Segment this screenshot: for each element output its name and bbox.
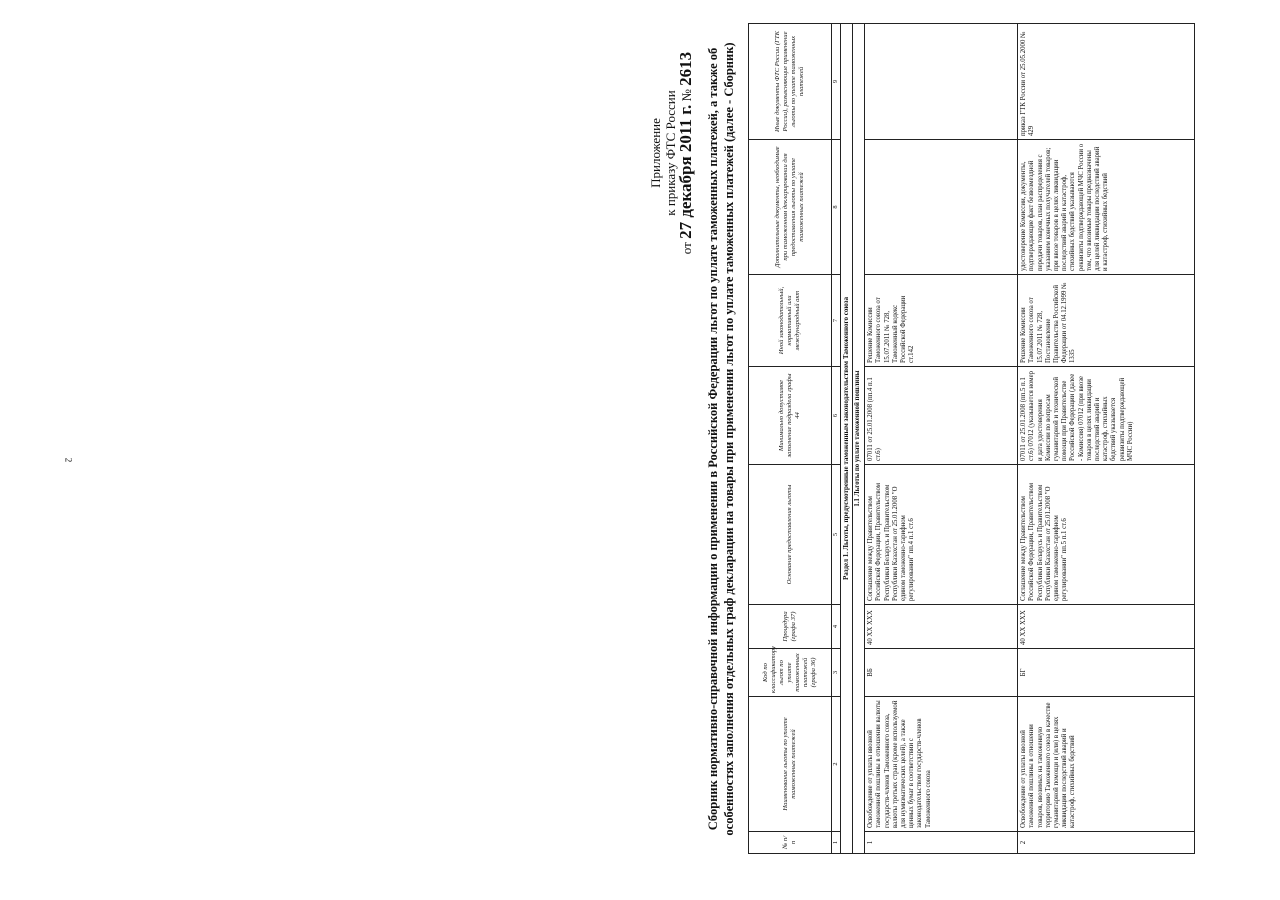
row-name: Освобождение от уплаты ввозной таможенной пошлины в отношении валюты государств-членов Таможенного союза, валюты третьих стран (кроме используемой для нумизматических целей), а также ценных бумаг в соответствии с законодательством государств-членов Таможенного союза [865,697,1018,832]
appendix-date-line [678,18,694,288]
subsection-title: 1.1 Льготы по уплате таможенной пошлины [853,24,865,854]
column-number: 2 [832,697,841,832]
row-procedure: 40 XX XXX [1018,605,1195,649]
column-number: 1 [832,832,841,854]
header-procedure: Процедура (графа 37) [749,605,832,649]
appendix-order: к приказу ФТС России [663,90,678,216]
rotated-page [640,10,1280,870]
header-basis: Основание предоставления льготы [749,465,832,605]
row-docs: удостоверение Комиссии, документы, подтверждающие факт безвозмездной передачи товаров, план распределения с указанием конечных получателей товаров; при ввозе товаров в целях ликвидации последствий аварий и катастроф, стихийных бедствий указываются реквизиты подтверждающей МЧС России о том, что ввозимые товары предназначены для целей ликвидации последствий аварий и катастроф, стихийных бедствий [1018,140,1195,275]
header-row [749,24,832,854]
row-basis: Соглашение между Правительством Российской Федерации, Правительством Республики Беларусь и Правительством Республики Казахстан от 25.01.2008 "О едином таможенно-тарифном регулировании" пп.4 п.1 ст.6 [865,465,1018,605]
row-code: БГ [1018,649,1195,697]
row-num: 2 [1018,832,1195,854]
subsection-row [853,24,865,854]
row-act: Решение Комиссии Таможенного союза от 15.07.2011 № 728, Таможенный кодекс Российской Федерации ст.142 [865,275,1018,367]
row-other [865,24,1018,140]
table-row [865,24,1018,854]
header-other: Иные документы ФТС России (ГТК России), разъясняющие применение льготы по уплате таможенных платежей [749,24,832,140]
row-graph44: 07011 от 25.01.2008 (пп.5 п.1 ст.6) 07012 (указывается номер и дата удостоверения Комиссии по вопросам гуманитарной и технической помощи при Правительстве Российской Федерации (далее - Комиссия) 07012 (при ввозе товаров в целях ликвидации последствий аварий и катастроф, стихийных бедствий указывается реквизиты подтверждающей МЧС России) [1018,367,1195,465]
row-num: 1 [865,832,1018,854]
appendix-number: 2613 [676,51,695,86]
header-num: № п/п [749,832,832,854]
section-row [841,24,853,854]
appendix-title: Приложение [648,118,663,188]
row-act: Решение Комиссии Таможенного союза от 15.07.2011 № 728, Постановление Правительства Российской Федерации от 04.12.1999 № 1335 [1018,275,1195,367]
row-other: приказ ГТК России от 25.05.2000 № 429 [1018,24,1195,140]
appendix-number-sign: № [679,89,694,102]
row-procedure: 40 XX XXX [865,605,1018,649]
header-act: Иной законодательный, нормативный или международный акт [749,275,832,367]
row-graph44: 07011 от 25.01.2008 (пп.4 п.1 ст.6) [865,367,1018,465]
section-title: Раздел 1. Льготы, предусмотренные таможенным законодательством Таможенного союза [841,24,853,854]
column-number: 6 [832,367,841,465]
header-code: Код по классификатору льгот по уплате таможенных платежей (графа 36) [749,649,832,697]
benefits-table [748,23,1195,854]
column-number-row [832,24,841,854]
row-docs [865,140,1018,275]
appendix-block [648,18,694,288]
title-line-1: Сборник нормативно-справочной информации о применении в Российской Федерации льгот по уплате таможенных платежей, а также об [706,47,720,831]
column-number: 4 [832,605,841,649]
header-graph44: Минимально допустимое заполнение подраздела графы 44 [749,367,832,465]
page-number: 2 [63,457,74,463]
row-name: Освобождение от уплаты ввозной таможенной пошлины в отношении товаров, ввозимых на таможенную территорию Таможенного союза в качестве гуманитарной помощи и (или) в целях ликвидации последствий аварий и катастроф, стихийных бедствий [1018,697,1195,832]
row-code: ВБ [865,649,1018,697]
column-number: 8 [832,140,841,275]
column-number: 5 [832,465,841,605]
appendix-date: 27 декабря 2011 г. [676,104,695,239]
header-name: Наименование льготы по уплате таможенных платежей [749,697,832,832]
row-basis: Соглашение между Правительством Российской Федерации, Правительством Республики Беларусь и Правительством Республики Казахстан от 25.01.2008 "О едином таможенно-тарифном регулировании" пп.5 п.1 ст.6 [1018,465,1195,605]
column-number: 3 [832,649,841,697]
document-title [705,24,737,854]
title-line-2: особенностях заполнения отдельных граф декларации на товары при применении льгот по уплате таможенных платежей (далее - Сборник) [722,42,736,836]
header-docs: Дополнительные документы, необходимые при таможенном декларировании для предоставления льготы по уплате таможенных платежей [749,140,832,275]
column-number: 7 [832,275,841,367]
table-row [1018,24,1195,854]
appendix-date-prefix: от [679,242,694,255]
column-number: 9 [832,24,841,140]
